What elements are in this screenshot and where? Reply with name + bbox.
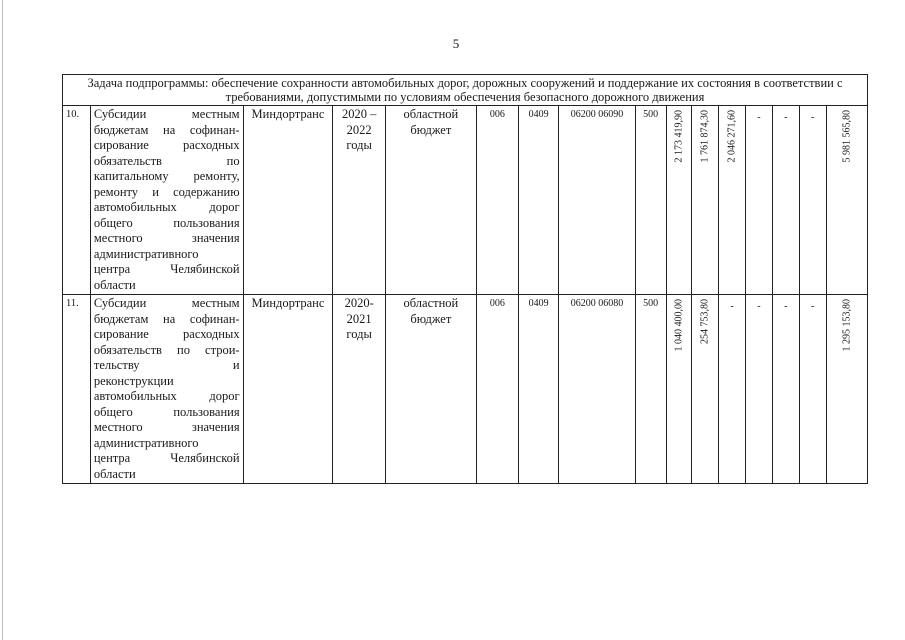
row-executor: Миндортранс [243, 295, 333, 484]
task-header-row [63, 75, 868, 106]
table-row [63, 295, 868, 484]
task-header: Задача подпрограммы: обеспечение сохранности автомобильных дорог, дорожных сооружений и поддержание их состояния в соответствии с требованиями, допустимыми по условиям обеспечения безопасного дорожного движения [63, 75, 868, 106]
row-total-cell: 1 295 153,80 [826, 295, 867, 484]
row-csr-code: 06200 06080 [559, 295, 635, 484]
row-number: 10. [63, 106, 91, 295]
row-total-cell: 5 981 565,80 [826, 106, 867, 295]
row-period: 2020- 2021 годы [333, 295, 386, 484]
row-amount-cell: - [719, 295, 746, 484]
budget-table [62, 74, 868, 484]
row-grbs-code: 006 [476, 295, 518, 484]
row-funding-source: областной бюджет [385, 295, 476, 484]
row-amount-cell: - [799, 106, 826, 295]
row-description: Субсидии местным бюджетам на софинан- сирование расходных обязательств по строи- тельству и реконструкции автомобильных дорог общего пользования местного значения административного центра Челябинской области [90, 295, 243, 484]
row-amount-cell: - [746, 295, 773, 484]
row-rzpr-code: 0409 [519, 106, 559, 295]
row-amount-cell: 2 173 419,90 [666, 106, 692, 295]
row-amount-cell: - [746, 106, 773, 295]
row-period: 2020 – 2022 годы [333, 106, 386, 295]
row-vr-code: 500 [635, 295, 666, 484]
row-description: Субсидии местным бюджетам на софинан- сирование расходных обязательств по капитальному ремонту, ремонту и содержанию автомобильных дорог общего пользования местного значения административного центра Челябинской области [90, 106, 243, 295]
row-funding-source: областной бюджет [385, 106, 476, 295]
row-executor: Миндортранс [243, 106, 333, 295]
row-amount-cell: 1 761 874,30 [692, 106, 719, 295]
row-amount-cell: 2 046 271,60 [719, 106, 746, 295]
row-amount-cell: 1 040 400,00 [666, 295, 692, 484]
row-rzpr-code: 0409 [519, 295, 559, 484]
row-number: 11. [63, 295, 91, 484]
page-number: 5 [452, 36, 460, 51]
page-edge-line [2, 0, 3, 640]
row-amount-cell: - [799, 295, 826, 484]
row-csr-code: 06200 06090 [559, 106, 635, 295]
row-amount-cell: - [772, 106, 799, 295]
row-amount-cell: 254 753,80 [692, 295, 719, 484]
row-vr-code: 500 [635, 106, 666, 295]
row-grbs-code: 006 [476, 106, 518, 295]
row-amount-cell: - [772, 295, 799, 484]
table-row [63, 106, 868, 295]
